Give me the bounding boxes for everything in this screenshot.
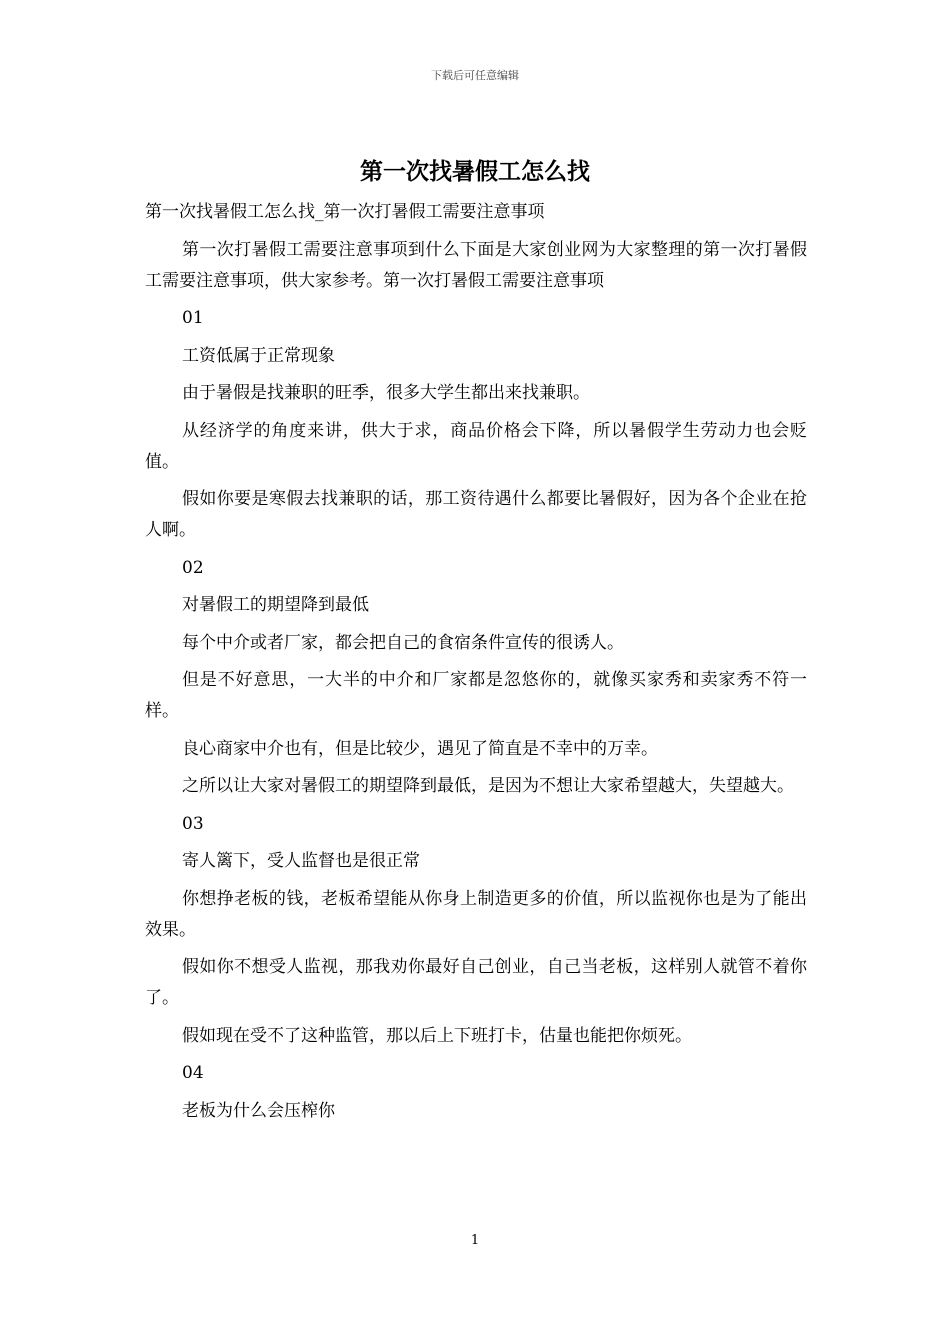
section-number: 01 — [182, 308, 204, 328]
paragraph: 从经济学的角度来讲，供大于求，商品价格会下降，所以暑假学生劳动力也会贬值。 — [145, 420, 807, 472]
paragraph: 良心商家中介也有，但是比较少，遇见了简直是不幸中的万幸。 — [182, 738, 658, 759]
paragraph: 但是不好意思，一大半的中介和厂家都是忽悠你的，就像买家秀和卖家秀不符一样。 — [145, 670, 807, 721]
section-number: 03 — [182, 813, 204, 834]
section-heading: 工资低属于正常现象 — [182, 345, 335, 366]
section-heading: 老板为什么会压榨你 — [182, 1100, 335, 1121]
section-heading: 对暑假工的期望降到最低 — [182, 595, 369, 615]
document-subtitle: 第一次找暑假工怎么找_第一次打暑假工需要注意事项 — [145, 202, 545, 222]
paragraph: 假如你要是寒假去找兼职的话，那工资待遇什么都要比暑假好，因为各个企业在抢人啊。 — [145, 489, 807, 540]
document-body — [145, 197, 807, 1133]
paragraph: 假如现在受不了这种监管，那以后上下班打卡，估量也能把你烦死。 — [182, 1025, 692, 1046]
paragraph: 由于暑假是找兼职的旺季，很多大学生都出来找兼职。 — [182, 383, 590, 403]
page-number: 1 — [470, 1233, 480, 1248]
page-header: 下载后可任意编辑 — [431, 69, 519, 82]
section-heading: 寄人篱下，受人监督也是很正常 — [182, 851, 420, 871]
section-number: 02 — [182, 557, 204, 578]
paragraph: 你想挣老板的钱，老板希望能从你身上制造更多的价值，所以监视你也是为了能出效果。 — [145, 888, 807, 940]
section-number: 04 — [182, 1063, 204, 1083]
paragraph: 第一次打暑假工需要注意事项到什么下面是大家创业网为大家整理的第一次打暑假工需要注意事项，供大家参考。第一次打暑假工需要注意事项 — [145, 239, 807, 291]
document-title: 第一次找暑假工怎么找 — [360, 159, 590, 185]
paragraph: 每个中介或者厂家，都会把自己的食宿条件宣传的很诱人。 — [182, 632, 624, 653]
paragraph: 之所以让大家对暑假工的期望降到最低，是因为不想让大家希望越大，失望越大。 — [182, 776, 794, 796]
paragraph: 假如你不想受人监视，那我劝你最好自己创业，自己当老板，这样别人就管不着你了。 — [145, 957, 807, 1008]
